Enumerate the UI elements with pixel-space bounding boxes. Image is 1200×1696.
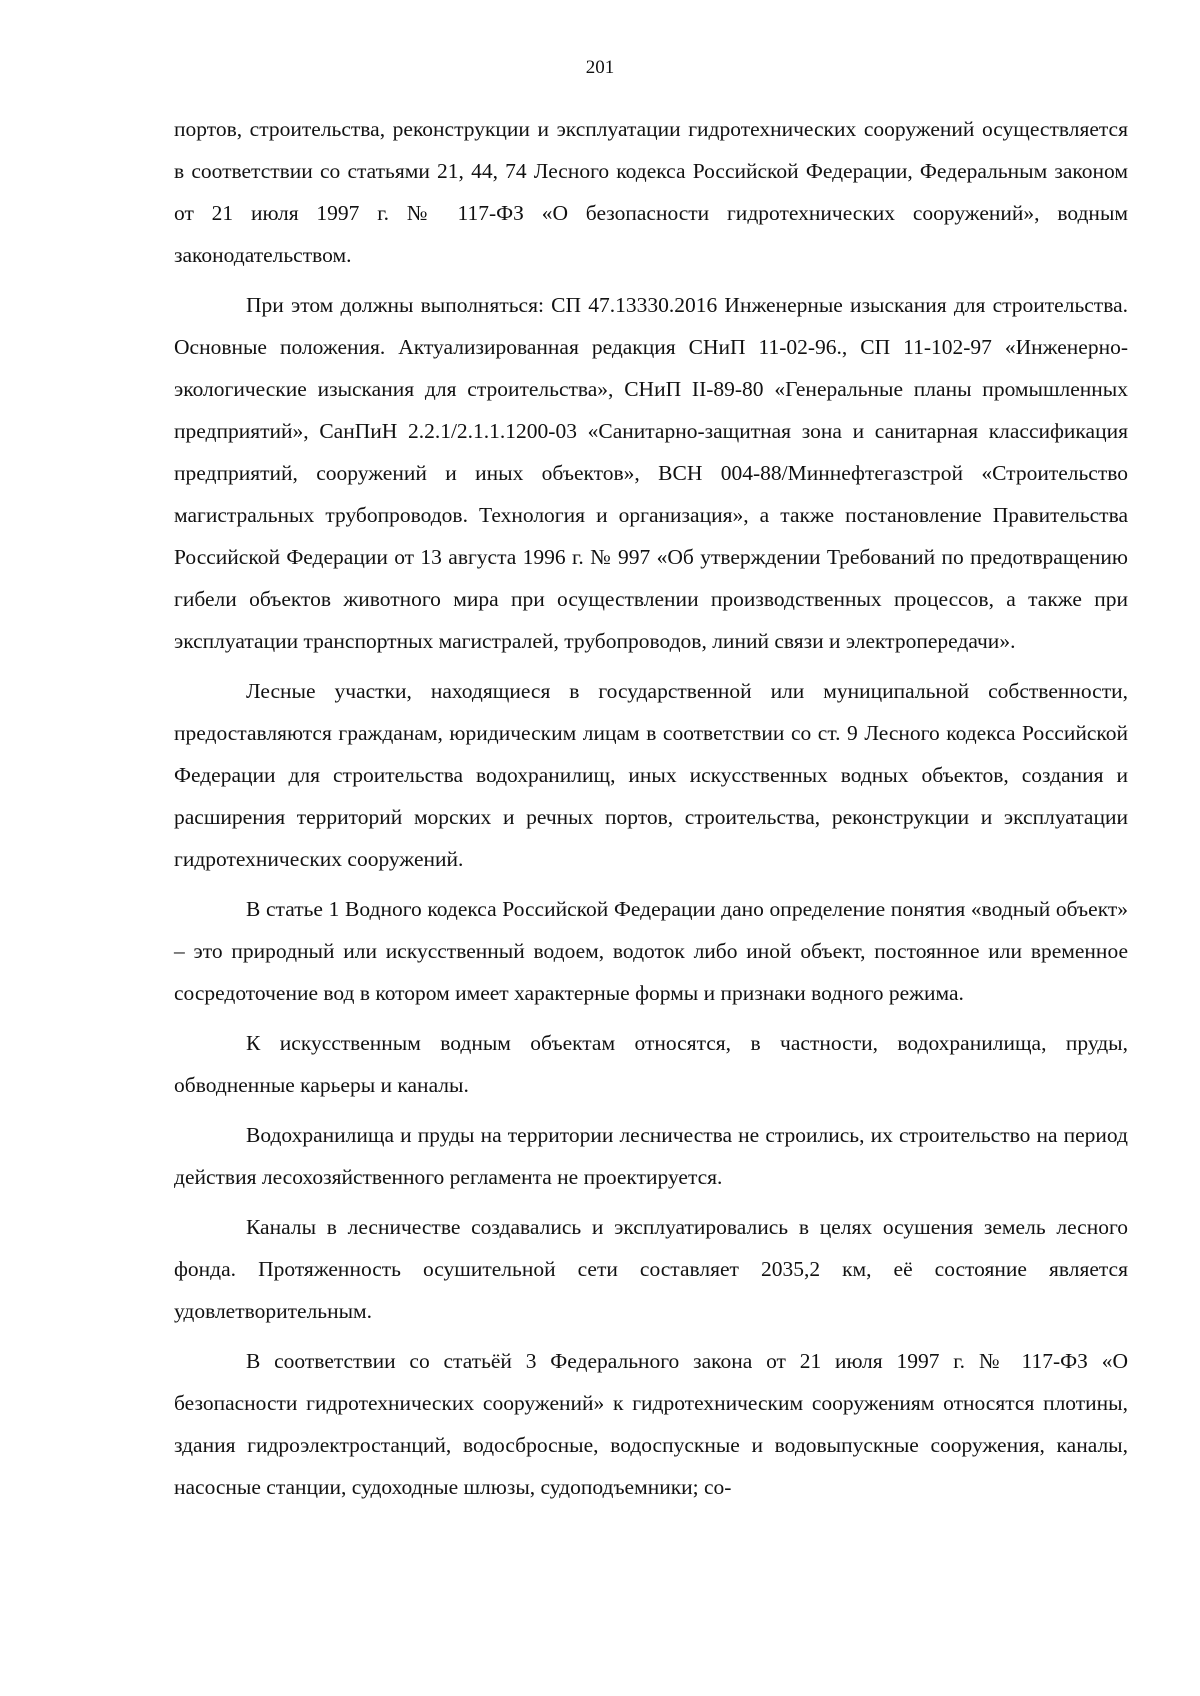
document-body <box>174 108 1128 1516</box>
paragraph-artificial-water-objects: К искусственным водным объектам относятся, в частности, водохранилища, пруды, обводненные карьеры и каналы. <box>174 1031 1128 1097</box>
paragraph-requirements: При этом должны выполняться: СП 47.13330.2016 Инженерные изыскания для строительства. Основные положения. Актуализированная редакция СНиП 11-02-96., СП 11-102-97 «Инженерно-экологические изыскания для строительства», СНиП II-89-80 «Генеральные планы промышленных предприятий», СанПиН 2.2.1/2.1.1.1200-03 «Санитарно-защитная зона и санитарная классификация предприятий, сооружений и иных объектов», ВСН 004-88/Миннефтегазстрой «Строительство магистральных трубопроводов. Технология и организация», а также постановление Правительства Российской Федерации от 13 августа 1996 г. № 997 «Об утверждении Требований по предотвращению гибели объектов животного мира при осуществлении производственных процессов, а также при эксплуатации транспортных магистралей, трубопроводов, линий связи и электропередачи». <box>174 293 1128 653</box>
paragraph-canals: Каналы в лесничестве создавались и эксплуатировались в целях осушения земель лесного фонда. Протяженность осушительной сети составляет 2035,2 км, её состояние является удовлетворительным. <box>174 1215 1128 1323</box>
page-number: 201 <box>585 57 615 78</box>
paragraph-forest-plots: Лесные участки, находящиеся в государственной или муниципальной собственности, предоставляются гражданам, юридическим лицам в соответствии со ст. 9 Лесного кодекса Российской Федерации для строительства водохранилищ, иных искусственных водных объектов, создания и расширения территорий морских и речных портов, строительства, реконструкции и эксплуатации гидротехнических сооружений. <box>174 679 1128 871</box>
paragraph-reservoirs: Водохранилища и пруды на территории лесничества не строились, их строительство на период действия лесохозяйственного регламента не проектируется. <box>174 1123 1128 1189</box>
paragraph-water-object-definition: В статье 1 Водного кодекса Российской Федерации дано определение понятия «водный объект» – это природный или искусственный водоем, водоток либо иной объект, постоянное или временное сосредоточение вод в котором имеет характерные формы и признаки водного режима. <box>174 897 1128 1005</box>
paragraph-hydraulic-structures: В соответствии со статьёй 3 Федерального закона от 21 июля 1997 г. № 117-ФЗ «О безопасности гидротехнических сооружений» к гидротехническим сооружениям относятся плотины, здания гидроэлектростанций, водосбросные, водоспускные и водовыпускные сооружения, каналы, насосные станции, судоходные шлюзы, судоподъемники; со- <box>174 1349 1128 1499</box>
paragraph-continuation: портов, строительства, реконструкции и эксплуатации гидротехнических сооружений осуществляется в соответствии со статьями 21, 44, 74 Лесного кодекса Российской Федерации, Федеральным законом от 21 июля 1997 г. № 117-ФЗ «О безопасности гидротехнических сооружений», водным законодательством. <box>174 117 1128 267</box>
